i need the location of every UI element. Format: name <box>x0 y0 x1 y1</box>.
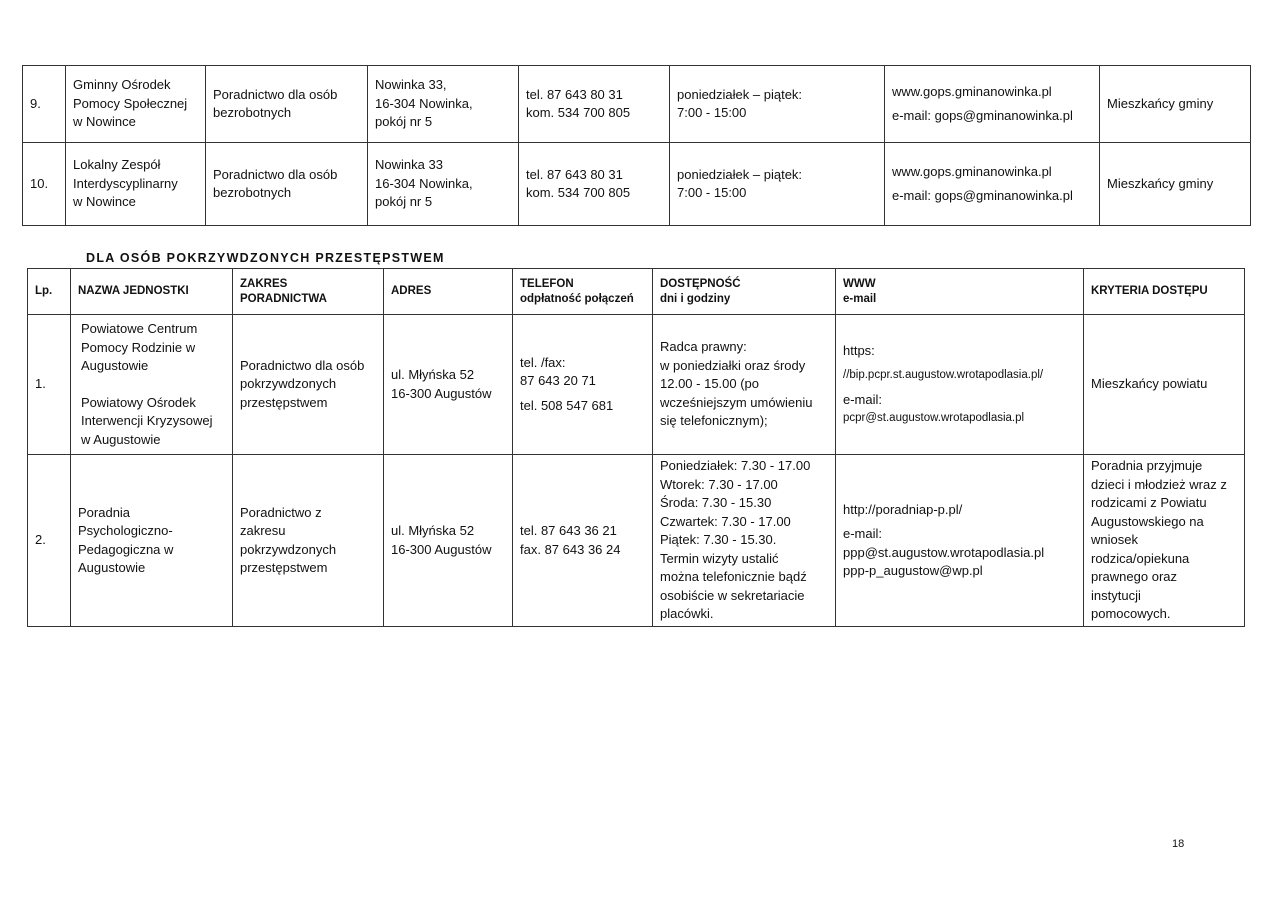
header-address: ADRES <box>384 269 513 315</box>
availability: Radca prawny: w poniedziałki oraz środy 12.00 - 15.00 (po wcześniejszym umówieniu się telefonicznym); <box>653 315 836 455</box>
email-link[interactable]: e-mail: gops@gminanowinka.pl <box>892 188 1073 203</box>
header-lp: Lp. <box>28 269 71 315</box>
www-email <box>885 66 1100 143</box>
email-link[interactable]: pcpr@st.augustow.wrotapodlasia.pl <box>843 412 1025 424</box>
unit-name: Poradnia Psychologiczno- Pedagogiczna w Augustowie <box>71 455 233 627</box>
phone: tel. 87 643 36 21 fax. 87 643 36 24 <box>513 455 653 627</box>
www-email <box>885 143 1100 226</box>
email-label: e-mail: <box>843 391 883 407</box>
counseling-scope: Poradnictwo dla osób bezrobotnych <box>206 143 368 226</box>
header-criteria: KRYTERIA DOSTĘPU <box>1084 269 1245 315</box>
unit-name: Powiatowe Centrum Pomocy Rodzinie w Augustowie Powiatowy Ośrodek Interwencji Kryzysowej w Augustowie <box>71 315 233 455</box>
phone: tel. /fax: 87 643 20 71 tel. 508 547 681 <box>513 315 653 455</box>
phone: tel. 87 643 80 31 kom. 534 700 805 <box>519 143 670 226</box>
www-email <box>836 455 1084 627</box>
www-link[interactable]: //bip.pcpr.st.augustow.wrotapodlasia.pl/ <box>843 369 1044 381</box>
section-title: DLA OSÓB POKRZYWDZONYCH PRZESTĘPSTWEM <box>86 251 445 265</box>
counseling-scope: Poradnictwo z zakresu pokrzywdzonych przestępstwem <box>233 455 384 627</box>
email-link[interactable]: e-mail: gops@gminanowinka.pl <box>892 108 1073 123</box>
header-scope: ZAKRES PORADNICTWA <box>233 269 384 315</box>
access-criteria: Poradnia przyjmuje dzieci i młodzież wraz z rodzicami z Powiatu Augustowskiego na wniosek rodzica/opiekuna prawnego oraz instytucji pomocowych. <box>1084 455 1245 627</box>
header-availability: DOSTĘPNOŚĆ dni i godziny <box>653 269 836 315</box>
address: ul. Młyńska 52 16-300 Augustów <box>384 315 513 455</box>
header-phone: TELEFON odpłatność połączeń <box>513 269 653 315</box>
page-number: 18 <box>1172 838 1185 850</box>
availability: poniedziałek – piątek: 7:00 - 15:00 <box>670 143 885 226</box>
address: ul. Młyńska 52 16-300 Augustów <box>384 455 513 627</box>
table-row <box>28 315 1245 455</box>
www-link[interactable]: http://poradniap-p.pl/ <box>843 501 963 517</box>
counseling-scope: Poradnictwo dla osób bezrobotnych <box>206 66 368 143</box>
www-email <box>836 315 1084 455</box>
row-lp: 2. <box>28 455 71 627</box>
table-row <box>23 143 1251 226</box>
counseling-table-crime-victims <box>27 268 1245 627</box>
row-lp: 9. <box>23 66 66 143</box>
address: Nowinka 33, 16-304 Nowinka, pokój nr 5 <box>368 66 519 143</box>
row-lp: 10. <box>23 143 66 226</box>
access-criteria: Mieszkańcy gminy <box>1100 66 1251 143</box>
availability: poniedziałek – piątek: 7:00 - 15:00 <box>670 66 885 143</box>
header-www: WWW e-mail <box>836 269 1084 315</box>
address: Nowinka 33 16-304 Nowinka, pokój nr 5 <box>368 143 519 226</box>
www-link[interactable]: www.gops.gminanowinka.pl <box>892 83 1052 99</box>
counseling-scope: Poradnictwo dla osób pokrzywdzonych przestępstwem <box>233 315 384 455</box>
email-link[interactable]: ppp@st.augustow.wrotapodlasia.pl <box>843 544 1045 560</box>
table-row <box>23 66 1251 143</box>
email-label: e-mail: <box>843 526 883 541</box>
availability: Poniedziałek: 7.30 - 17.00 Wtorek: 7.30 - 17.00 Środa: 7.30 - 15.30 Czwartek: 7.30 - 17.00 Piątek: 7.30 - 15.30. Termin wizyty ustalić można telefonicznie bądź osobiście w sekretariacie placówki. <box>653 455 836 627</box>
email-link[interactable]: ppp-p_augustow@wp.pl <box>843 563 983 578</box>
unit-name: Lokalny Zespół Interdyscyplinarny w Nowince <box>66 143 206 226</box>
access-criteria: Mieszkańcy powiatu <box>1084 315 1245 455</box>
header-name: NAZWA JEDNOSTKI <box>71 269 233 315</box>
row-lp: 1. <box>28 315 71 455</box>
counseling-table-unemployed <box>22 65 1251 226</box>
table-row <box>28 455 1245 627</box>
table-header-row <box>28 269 1245 315</box>
www-link[interactable]: www.gops.gminanowinka.pl <box>892 163 1052 179</box>
phone: tel. 87 643 80 31 kom. 534 700 805 <box>519 66 670 143</box>
www-link[interactable]: https: <box>843 342 875 358</box>
access-criteria: Mieszkańcy gminy <box>1100 143 1251 226</box>
unit-name: Gminny Ośrodek Pomocy Społecznej w Nowince <box>66 66 206 143</box>
